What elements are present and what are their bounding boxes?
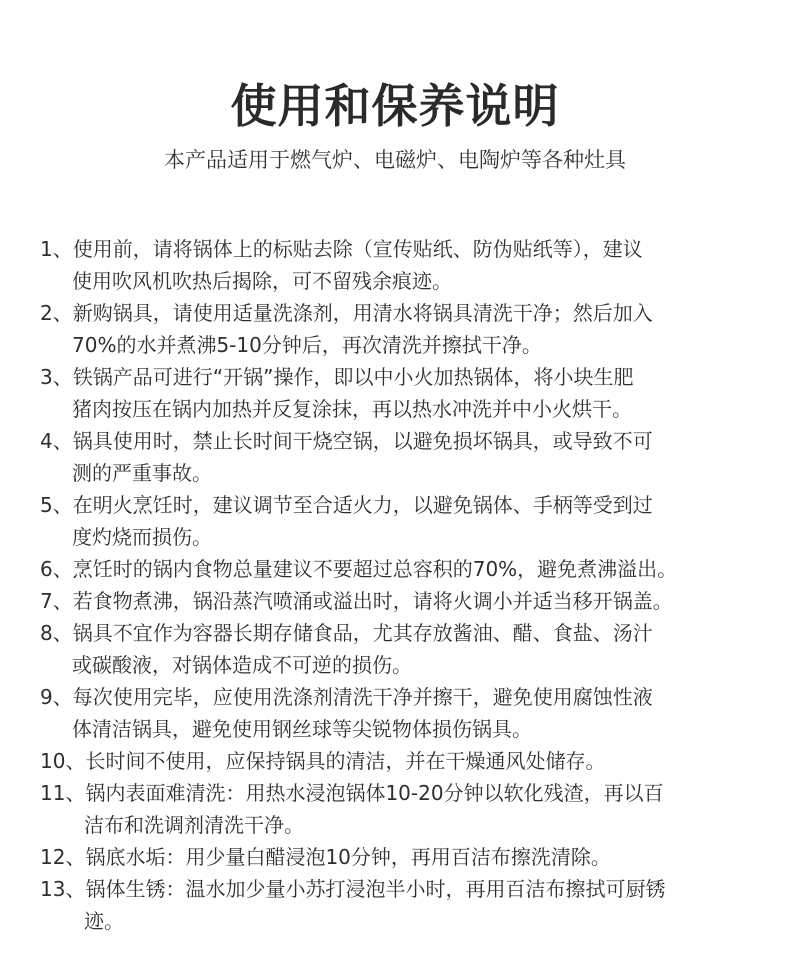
list-item-text: 使用吹风机吹热后揭除，可不留残余痕迹。 xyxy=(72,269,452,293)
list-item-text: 7、若食物煮沸，锅沿蒸汽喷涌或溢出时，请将火调小并适当移开锅盖。 xyxy=(40,589,673,613)
list-item xyxy=(40,745,760,777)
page-subtitle: 本产品适用于燃气炉、电磁炉、电陶炉等各种灶具 xyxy=(164,148,626,172)
instruction-list xyxy=(40,233,760,937)
list-item-text: 1、使用前，请将锅体上的标贴去除（宣传贴纸、防伪贴纸等），建议 xyxy=(40,237,643,261)
list-item xyxy=(40,873,760,937)
list-item xyxy=(40,681,760,745)
list-item-text: 测的严重事故。 xyxy=(72,461,212,485)
list-item xyxy=(40,297,760,361)
list-item xyxy=(40,361,760,425)
list-item-text: 6、烹饪时的锅内食物总量建议不要超过总容积的70%，避免煮沸溢出。 xyxy=(40,557,678,581)
list-item xyxy=(40,841,760,873)
list-item-text: 5、在明火烹饪时，建议调节至合适火力，以避免锅体、手柄等受到过 xyxy=(40,493,653,517)
list-item-text: 10、长时间不使用，应保持锅具的清洁，并在干燥通风处储存。 xyxy=(40,749,606,773)
list-item xyxy=(40,553,760,585)
page-title: 使用和保养说明 xyxy=(230,79,560,133)
list-item-text: 或碳酸液，对锅体造成不可逆的损伤。 xyxy=(72,653,412,677)
list-item-text: 洁布和洗调剂清洗干净。 xyxy=(84,813,304,837)
list-item-text: 70%的水并煮沸5-10分钟后，再次清洗并擦拭干净。 xyxy=(72,333,542,357)
list-item-text: 度灼烧而损伤。 xyxy=(72,525,212,549)
list-item-text: 13、锅体生锈：温水加少量小苏打浸泡半小时，再用百洁布擦拭可厨锈 xyxy=(40,877,666,901)
list-item-text: 迹。 xyxy=(84,909,124,933)
list-item-text: 3、铁锅产品可进行“开锅”操作，即以中小火加热锅体，将小块生肥 xyxy=(40,365,634,389)
list-item-text: 12、锅底水垢：用少量白醋浸泡10分钟，再用百洁布擦洗清除。 xyxy=(40,845,611,869)
list-item xyxy=(40,233,760,297)
list-item-text: 2、新购锅具，请使用适量洗涤剂，用清水将锅具清洗干净；然后加入 xyxy=(40,301,653,325)
list-item-text: 体清洁锅具，避免使用钢丝球等尖锐物体损伤锅具。 xyxy=(72,717,532,741)
list-item-text: 9、每次使用完毕，应使用洗涤剂清洗干净并擦干，避免使用腐蚀性液 xyxy=(40,685,653,709)
list-item-text: 猪肉按压在锅内加热并反复涂抹，再以热水冲洗并中小火烘干。 xyxy=(72,397,632,421)
list-item xyxy=(40,489,760,553)
list-item-text: 11、锅内表面难清洗：用热水浸泡锅体10-20分钟以软化残渣，再以百 xyxy=(40,781,664,805)
list-item xyxy=(40,425,760,489)
list-item xyxy=(40,617,760,681)
list-item-text: 4、锅具使用时，禁止长时间干烧空锅，以避免损坏锅具，或导致不可 xyxy=(40,429,653,453)
list-item-text: 8、锅具不宜作为容器长期存储食品，尤其存放酱油、醋、食盐、汤汁 xyxy=(40,621,653,645)
list-item xyxy=(40,585,760,617)
list-item xyxy=(40,777,760,841)
